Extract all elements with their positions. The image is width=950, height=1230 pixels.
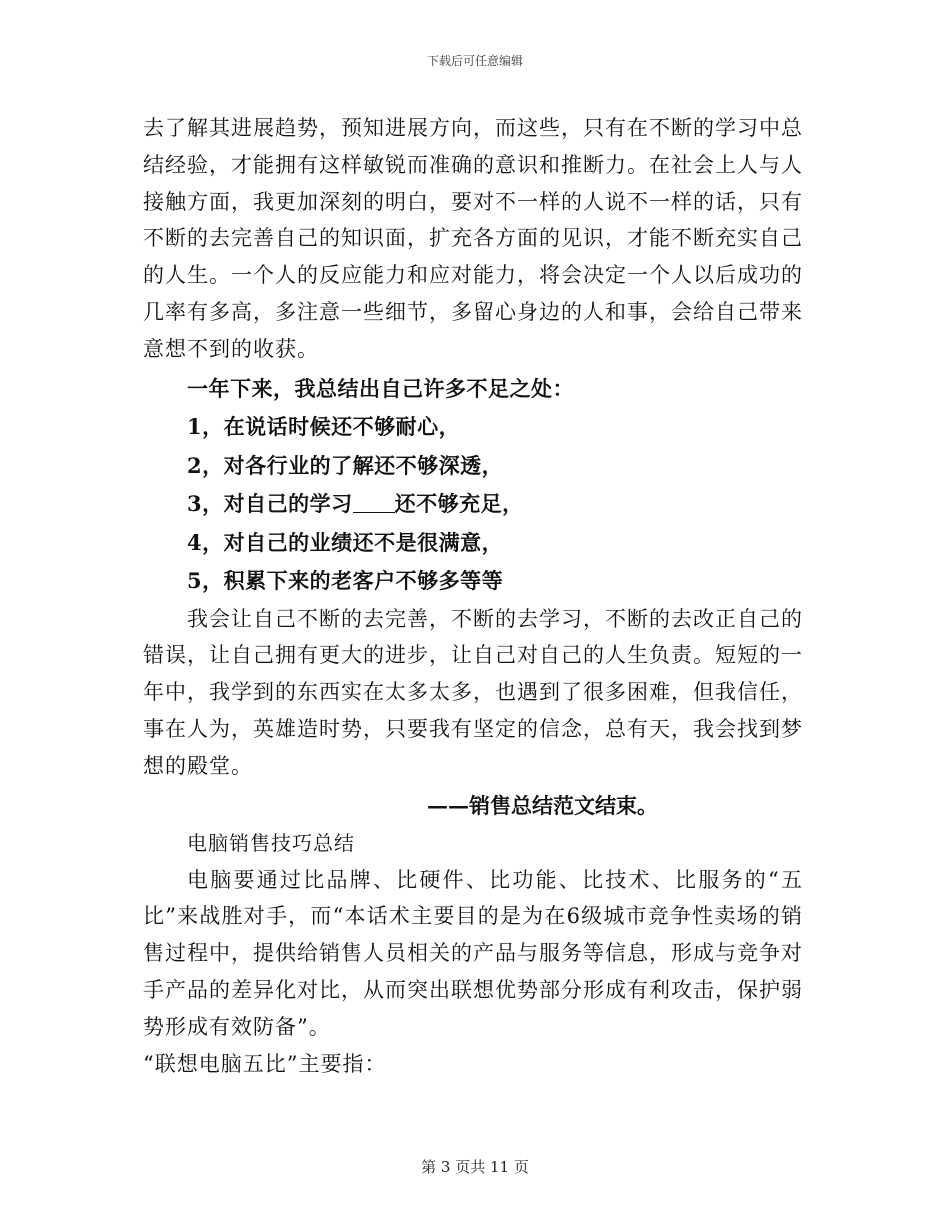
shortcoming-item-3-prefix: 3，对自己的学习 <box>187 491 353 517</box>
paragraph-five-comparisons: 电脑要通过比品牌、比硬件、比功能、比技术、比服务的“五比”来战胜对手，而“本话术主要目的是为在6级城市竞争性卖场的销售过程中，提供给销售人员相关的产品与服务等信息，形成与竞争对手产品的差异化对比，从而突出联想优势部分形成有利攻击，保护弱势形成有效防备”。 <box>143 867 803 1039</box>
shortcoming-item-1: 1，在说话时候还不够耐心， <box>187 414 461 440</box>
section-title: 电脑销售技巧总结 <box>187 830 355 855</box>
shortcomings-intro: 一年下来，我总结出自己许多不足之处： <box>187 375 574 401</box>
page-header: 下载后可任意编辑 <box>426 54 523 68</box>
paragraph-five-comparisons-intro: “联想电脑五比”主要指： <box>143 1051 387 1076</box>
shortcoming-item-5: 5，积累下来的老客户不够多等等 <box>187 568 504 594</box>
shortcoming-item-3 <box>143 485 803 524</box>
paragraph-improvement: 我会让自己不断的去完善，不断的去学习，不断的去改正自己的错误，让自己拥有更大的进步，让自己对自己的人生负责。短短的一年中，我学到的东西实在太多太多，也遇到了很多困难，但我信任，事在人为，英雄造时势，只要我有坚定的信念，总有天，我会找到梦想的殿堂。 <box>143 606 803 778</box>
paragraph-learning: 去了解其进展趋势，预知进展方向，而这些，只有在不断的学习中总结经验，才能拥有这样敏锐而准确的意识和推断力。在社会上人与人接触方面，我更加深刻的明白，要对不一样的人说不一样的话，只有不断的去完善自己的知识面，扩充各方面的见识，才能不断充实自己的人生。一个人的反应能力和应对能力，将会决定一个人以后成功的几率有多高，多注意一些细节，多留心身边的人和事，会给自己带来意想不到的收获。 <box>143 116 803 361</box>
fill-in-blank <box>353 492 395 513</box>
page-number: 第 3 页共 11 页 <box>421 1158 529 1176</box>
shortcoming-item-3-suffix: 还不够充足， <box>394 491 524 517</box>
shortcoming-item-4: 4，对自己的业绩还不是很满意， <box>187 529 504 555</box>
document-body <box>143 110 803 1082</box>
ending-line: ——销售总结范文结束。 <box>427 792 658 818</box>
shortcoming-item-2: 2，对各行业的了解还不够深透， <box>187 452 504 478</box>
